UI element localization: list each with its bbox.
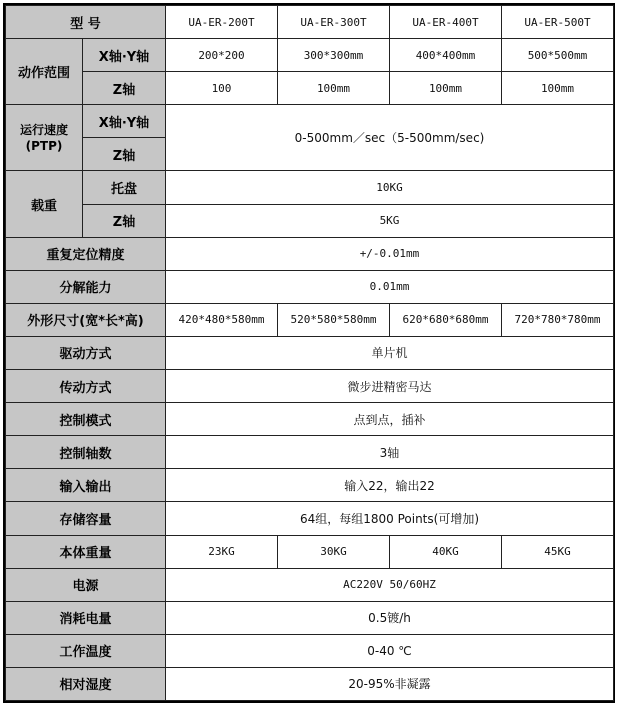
load-tray-row xyxy=(6,171,614,204)
weight-label: 本体重量 xyxy=(6,535,166,568)
speed-xy-label: X轴·Y轴 xyxy=(83,105,166,138)
dimensions-value: 720*780*780mm xyxy=(502,303,614,336)
humidity-row xyxy=(6,667,614,700)
range-xy-value: 200*200 xyxy=(166,39,278,72)
resolution-value: 0.01mm xyxy=(166,270,614,303)
io-label: 输入输出 xyxy=(6,469,166,502)
consumption-label: 消耗电量 xyxy=(6,601,166,634)
range-z-value: 100mm xyxy=(390,72,502,105)
drive-value: 单片机 xyxy=(166,336,614,369)
control-mode-value: 点到点，插补 xyxy=(166,403,614,436)
spec-table xyxy=(5,5,614,701)
precision-value: +/-0.01mm xyxy=(166,237,614,270)
model-header-row xyxy=(6,6,614,39)
resolution-label: 分解能力 xyxy=(6,270,166,303)
speed-value: 0-500mm／sec（5-500mm/sec) xyxy=(166,105,614,171)
resolution-row xyxy=(6,270,614,303)
load-label: 载重 xyxy=(6,171,83,237)
range-xy-value: 300*300mm xyxy=(278,39,390,72)
control-mode-label: 控制模式 xyxy=(6,403,166,436)
control-axes-label: 控制轴数 xyxy=(6,436,166,469)
weight-value: 45KG xyxy=(502,535,614,568)
speed-z-label: Z轴 xyxy=(83,138,166,171)
storage-value: 64组，每组1800 Points(可增加) xyxy=(166,502,614,535)
drive-label: 驱动方式 xyxy=(6,336,166,369)
range-xy-row xyxy=(6,39,614,72)
io-value: 输入22，输出22 xyxy=(166,469,614,502)
dimensions-row xyxy=(6,303,614,336)
range-z-label: Z轴 xyxy=(83,72,166,105)
load-z-row xyxy=(6,204,614,237)
weight-value: 23KG xyxy=(166,535,278,568)
dimensions-value: 520*580*580mm xyxy=(278,303,390,336)
speed-label-line2: (PTP) xyxy=(25,138,63,153)
load-z-label: Z轴 xyxy=(83,204,166,237)
consumption-row xyxy=(6,601,614,634)
weight-row xyxy=(6,535,614,568)
range-xy-label: X轴·Y轴 xyxy=(83,39,166,72)
range-z-row xyxy=(6,72,614,105)
model-header-label: 型 号 xyxy=(6,6,166,39)
transmission-value: 微步进精密马达 xyxy=(166,370,614,403)
precision-row xyxy=(6,237,614,270)
dimensions-label: 外形尺寸(宽*长*高) xyxy=(6,303,166,336)
drive-row xyxy=(6,336,614,369)
model-name: UA-ER-200T xyxy=(166,6,278,39)
dimensions-value: 420*480*580mm xyxy=(166,303,278,336)
storage-row xyxy=(6,502,614,535)
power-value: AC220V 50/60HZ xyxy=(166,568,614,601)
range-xy-value: 400*400mm xyxy=(390,39,502,72)
range-label: 动作范围 xyxy=(6,39,83,105)
speed-label xyxy=(6,105,83,171)
weight-value: 40KG xyxy=(390,535,502,568)
weight-value: 30KG xyxy=(278,535,390,568)
control-axes-row xyxy=(6,436,614,469)
precision-label: 重复定位精度 xyxy=(6,237,166,270)
load-z-value: 5KG xyxy=(166,204,614,237)
control-axes-value: 3轴 xyxy=(166,436,614,469)
storage-label: 存储容量 xyxy=(6,502,166,535)
speed-xy-row xyxy=(6,105,614,138)
control-mode-row xyxy=(6,403,614,436)
load-tray-value: 10KG xyxy=(166,171,614,204)
load-tray-label: 托盘 xyxy=(83,171,166,204)
humidity-value: 20-95%非凝露 xyxy=(166,667,614,700)
range-z-value: 100mm xyxy=(502,72,614,105)
humidity-label: 相对湿度 xyxy=(6,667,166,700)
temperature-label: 工作温度 xyxy=(6,634,166,667)
transmission-label: 传动方式 xyxy=(6,370,166,403)
model-name: UA-ER-500T xyxy=(502,6,614,39)
model-name: UA-ER-300T xyxy=(278,6,390,39)
range-z-value: 100mm xyxy=(278,72,390,105)
temperature-value: 0-40 ℃ xyxy=(166,634,614,667)
range-xy-value: 500*500mm xyxy=(502,39,614,72)
range-z-value: 100 xyxy=(166,72,278,105)
model-name: UA-ER-400T xyxy=(390,6,502,39)
transmission-row xyxy=(6,370,614,403)
speed-label-line1: 运行速度 xyxy=(19,122,68,137)
dimensions-value: 620*680*680mm xyxy=(390,303,502,336)
io-row xyxy=(6,469,614,502)
power-label: 电源 xyxy=(6,568,166,601)
temperature-row xyxy=(6,634,614,667)
power-row xyxy=(6,568,614,601)
spec-sheet xyxy=(3,3,615,703)
consumption-value: 0.5镀/h xyxy=(166,601,614,634)
